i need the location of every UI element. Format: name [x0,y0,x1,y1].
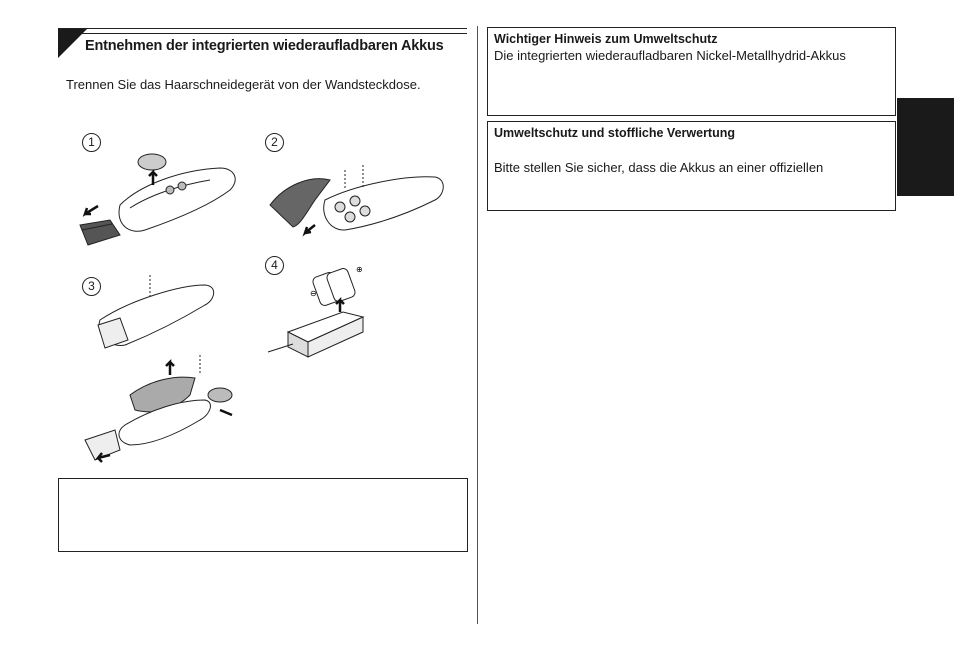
step-number-3: 3 [82,277,101,296]
section-header [58,28,467,58]
note-box-empty [58,478,468,552]
step-3-figure [80,270,245,470]
language-tab [897,98,954,196]
environment-notice-title: Wichtiger Hinweis zum Umweltschutz [494,32,718,46]
environment-notice-box [487,27,896,116]
language-tab-label: Deutsch [907,138,921,188]
header-triangle-icon [58,29,87,58]
column-divider [477,26,478,624]
section-title: Entnehmen der integrierten wiederaufladbaren Akkus [85,38,444,54]
plus-label: ⊕ [356,265,363,274]
step-1-figure [70,150,245,255]
step-number-2: 2 [265,133,284,152]
step-number-4: 4 [265,256,284,275]
header-rule [58,33,467,34]
instruction-text: Trennen Sie das Haarschneidegerät von der Wandsteckdose. [66,77,421,92]
step-4-figure [268,262,388,362]
step-2-figure [265,165,450,245]
recycling-box [487,121,896,211]
step-number-1: 1 [82,133,101,152]
environment-notice-text: Die integrierten wiederaufladbaren Nickel-Metallhydrid-Akkus [494,48,846,63]
minus-label: ⊖ [310,289,317,298]
recycling-title: Umweltschutz und stoffliche Verwertung [494,126,735,140]
recycling-text: Bitte stellen Sie sicher, dass die Akkus an einer offiziellen [494,160,824,175]
